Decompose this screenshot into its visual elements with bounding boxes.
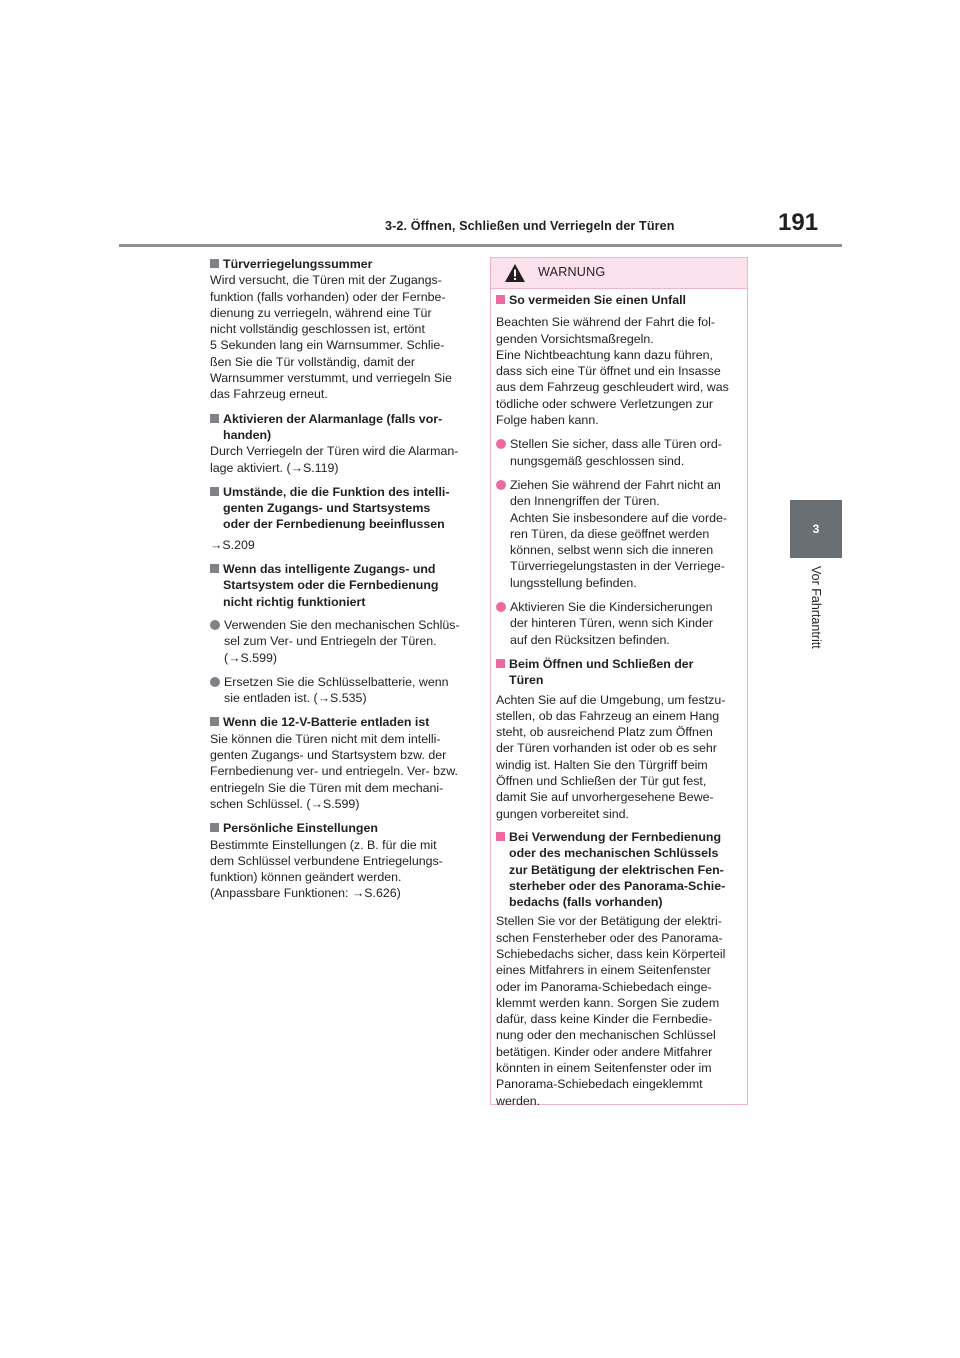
warning-section bbox=[496, 829, 740, 1109]
section-heading: Umstände, die die Funktion des intelli- genten Zugangs- und Startsystems oder der Fernbedienung beeinflussen bbox=[210, 484, 472, 533]
chapter-label: Vor Fahrtantritt bbox=[809, 566, 823, 649]
square-bullet-icon bbox=[210, 487, 219, 496]
left-column bbox=[210, 256, 472, 910]
square-bullet-icon bbox=[210, 259, 219, 268]
section-body: Bestimmte Einstellungen (z. B. für die mit dem Schlüssel verbundene Entriegelungs- funktion) können geändert werden. (Anpassbare Funktionen: →S.626) bbox=[210, 837, 443, 901]
section-heading: Aktivieren der Alarmanlage (falls vor- handen) bbox=[210, 411, 472, 444]
section-body: Beachten Sie während der Fahrt die fol- genden Vorsichtsmaßregeln. Eine Nichtbeachtung kann dazu führen, dass sich eine Tür öffnet und ein Insasse aus dem Fahrzeug geschleudert wird, was tödliche oder schwere Verletzungen zur Folge haben kann. bbox=[496, 315, 729, 428]
square-bullet-icon bbox=[496, 295, 505, 304]
section-door-buzzer bbox=[210, 256, 472, 403]
square-bullet-icon bbox=[496, 832, 505, 841]
round-bullet-icon bbox=[496, 602, 506, 612]
page-number: 191 bbox=[778, 209, 819, 236]
section-heading: Bei Verwendung der Fernbedienung oder des mechanischen Schlüssels zur Betätigung der elektrischen Fen- sterheber oder des Panorama-Schie- bedachs (falls vorhanden) bbox=[496, 829, 740, 910]
section-personal-settings bbox=[210, 820, 472, 901]
section-heading: Wenn die 12-V-Batterie entladen ist bbox=[210, 714, 472, 730]
section-heading: Beim Öffnen und Schließen der Türen bbox=[496, 656, 740, 689]
chapter-number: 3 bbox=[812, 522, 820, 536]
list-item: Stellen Sie sicher, dass alle Türen ord- nungsgemäß geschlossen sind. bbox=[496, 436, 740, 469]
section-body[interactable]: →S.209 bbox=[210, 537, 255, 552]
round-bullet-icon bbox=[496, 439, 506, 449]
section-alarm bbox=[210, 411, 472, 476]
list-item: Ersetzen Sie die Schlüsselbatterie, wenn sie entladen ist. (→S.535) bbox=[210, 674, 472, 707]
chapter-tab[interactable] bbox=[790, 500, 842, 558]
warning-box bbox=[490, 257, 748, 1108]
section-body: Achten Sie auf die Umgebung, um festzu- stellen, ob das Fahrzeug an einem Hang steht, ob ausreichend Platz zum Öffnen der Türen vorhanden ist oder ob es sehr windig ist. Halten Sie den Türgriff beim Öffnen und Schließen der Tür gut fest, damit Sie auf unvorhergesehene Bewe- gungen vorbereitet sind. bbox=[496, 692, 726, 821]
warning-body bbox=[496, 292, 740, 1116]
section-body: Wird versucht, die Türen mit der Zugangs- funktion (falls vorhanden) oder der Fernbe- dienung zu verriegeln, während eine Tür nicht vollständig geschlossen ist, ertönt 5 Sekunden lang ein Warnsummer. Schlie- ßen Sie die Tür vollständig, damit der Warnsummer verstummt, und verriegeln Sie das Fahrzeug erneut. bbox=[210, 273, 452, 402]
square-bullet-icon bbox=[496, 659, 505, 668]
round-bullet-icon bbox=[496, 480, 506, 490]
square-bullet-icon bbox=[210, 717, 219, 726]
section-heading: So vermeiden Sie einen Unfall bbox=[496, 292, 740, 308]
warning-triangle-icon bbox=[504, 263, 526, 283]
warning-title: WARNUNG bbox=[538, 265, 606, 279]
list-item: Aktivieren Sie die Kindersicherungen der hinteren Türen, wenn sich Kinder auf den Rücksitzen befinden. bbox=[496, 599, 740, 648]
round-bullet-icon bbox=[210, 620, 220, 630]
section-heading: Persönliche Einstellungen bbox=[210, 820, 472, 836]
section-heading: Türverriegelungssummer bbox=[210, 256, 472, 272]
square-bullet-icon bbox=[210, 823, 219, 832]
warning-section bbox=[496, 656, 740, 822]
square-bullet-icon bbox=[210, 564, 219, 573]
section-battery bbox=[210, 714, 472, 812]
section-body: Durch Verriegeln der Türen wird die Alarman- lage aktiviert. (→S.119) bbox=[210, 444, 459, 475]
list-item: Ziehen Sie während der Fahrt nicht an den Innengriffen der Türen. Achten Sie insbesondere auf die vorde- ren Türen, da diese geöffnet werden können, selbst wenn sich die inneren Türverriegelungstasten in der Verriege- lungsstellung befinden. bbox=[496, 477, 740, 591]
section-heading: Wenn das intelligente Zugangs- und Startsystem oder die Fernbedienung nicht richtig funktioniert bbox=[210, 561, 472, 610]
section-influences bbox=[210, 484, 472, 553]
square-bullet-icon bbox=[210, 414, 219, 423]
header-divider bbox=[119, 244, 842, 247]
warning-header bbox=[491, 258, 747, 289]
section-title: 3-2. Öffnen, Schließen und Verriegeln der Türen bbox=[385, 219, 675, 233]
section-body: Sie können die Türen nicht mit dem intelli- genten Zugangs- und Startsystem bzw. der Fernbedienung ver- und entriegeln. Ver- bzw. entriegeln Sie die Türen mit dem mechani- schen Schlüssel. (→S.599) bbox=[210, 731, 458, 811]
section-malfunction bbox=[210, 561, 472, 706]
list-item: Verwenden Sie den mechanischen Schlüs- sel zum Ver- und Entriegeln der Türen. (→S.599) bbox=[210, 617, 472, 666]
warning-section bbox=[496, 292, 740, 648]
section-body: Stellen Sie vor der Betätigung der elektri- schen Fensterheber oder des Panorama- Schiebedachs sicher, dass kein Körperteil eines Mitfahrers in einem Seitenfenster oder im Panorama-Schiebedach einge- klemmt werden kann. Sorgen Sie zudem dafür, dass keine Kinder die Fernbedie- nung oder den mechanischen Schlüssel betätigen. Kinder oder andere Mitfahrer könnten in einem Seitenfenster oder im Panorama-Schiebedach eingeklemmt werden. bbox=[496, 914, 726, 1108]
round-bullet-icon bbox=[210, 677, 220, 687]
